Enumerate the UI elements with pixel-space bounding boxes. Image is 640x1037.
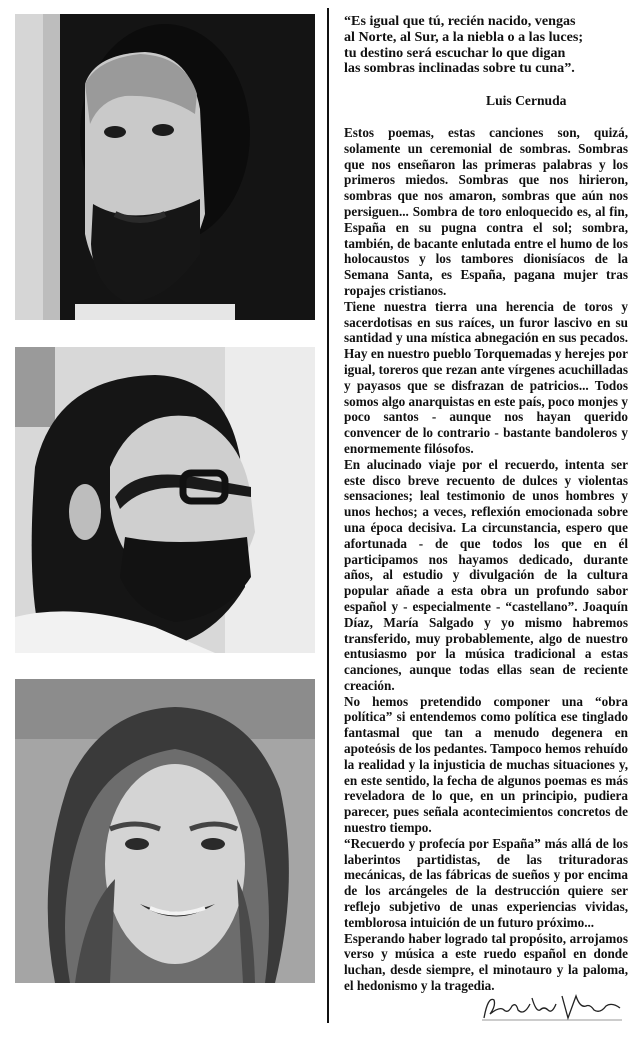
liner-notes-text [344,125,628,994]
paragraph: Estos poemas, estas canciones son, quizá, solamente un ceremonial de sombras. Sombras que nos enseñaron las primeras palabras y los primeros miedos. Sombras que nos hirieron, sombras que nos amaron, sombras que aún nos persiguen... Sombra de toro enloquecido es, al fin, España en su pugna contra el sol; sombra, también, de bacante enlutada entre el humo de los holocaustos y los tambores dionisíacos de la Semana Santa, es España, pagana mujer tras ropajes cristianos. [344,125,628,298]
epigraph [344,14,628,77]
epigraph-line: las sombras inclinadas sobre tu cuna”. [344,60,575,77]
paragraph: Tiene nuestra tierra una herencia de toros y sacerdotisas en sus raíces, un furor lascivo en su santidad y una mística abnegación en sus pecados. Hay en nuestro pueblo Torquemadas y herejes por igual, toreros que rezan ante vírgenes acuchilladas y payasos que se disfrazan de patricios... Todos somos algo anarquistas en este país, poco monjes y poco santos - aunque nos hayan querido convencer de lo contrario - bastante bandoleros y enormemente filósofos. [344,298,628,456]
paragraph: En alucinado viaje por el recuerdo, intenta ser este disco breve recuento de dulces y violentas sensaciones; leal testimonio de unos hombres y unos hechos; a veces, reflexión emocionada sobre una época decisiva. La circunstancia, espero que afortunada - de que todos los que en él participamos nos hayamos dedicado, durante años, al estudio y divulgación de la cultura popular añade a esta obra un profundo sabor español y - especialmente - “castellano”. Joaquín Díaz, María Salgado y yo mismo habremos transferido, muy probablemente, algo de nuestro entusiasmo por la música tradicional a estas canciones, aunque todas ellas sean de reciente creación. [344,456,628,693]
portrait-photo-bearded-man [15,14,315,320]
epigraph-line: al Norte, al Sur, a la niebla o a las luces; [344,28,584,45]
column-divider-line [327,8,329,1023]
handwritten-signature [482,992,622,1022]
epigraph-line: “Es igual que tú, recién nacido, vengas [344,13,576,29]
epigraph-line: tu destino será escuchar lo que digan [344,44,566,61]
portrait-photo-man-with-glasses [15,347,315,653]
epigraph-author: Luis Cernuda [486,93,567,108]
portrait-photo-smiling-woman [15,679,315,983]
paragraph: Esperando haber logrado tal propósito, arrojamos verso y música a este ruedo español en donde luchan, desde siempre, el minotauro y la paloma, el hedonismo y la tragedia. [344,930,628,994]
paragraph: “Recuerdo y profecía por España” más allá de los laberintos partidistas, de las trituradoras mecánicas, de las fábricas de sueños y por encima de los arcángeles de la destrucción quiere ser reflejo subjetivo de unas experiencias vividas, temblorosa intuición de un futuro próximo... [344,835,628,930]
paragraph: No hemos pretendido componer una “obra política” si entendemos como política ese tinglado fantasmal que tan a menudo degenera en apoteósis de los pedantes. Tampoco hemos rehuído la realidad y la injusticia de muchas situaciones y, en este sentido, la fecha de algunos poemas es más reveladora de lo que, en un principio, pudiera parecer, pues señala acontecimientos concretos de nuestro tiempo. [344,693,628,836]
